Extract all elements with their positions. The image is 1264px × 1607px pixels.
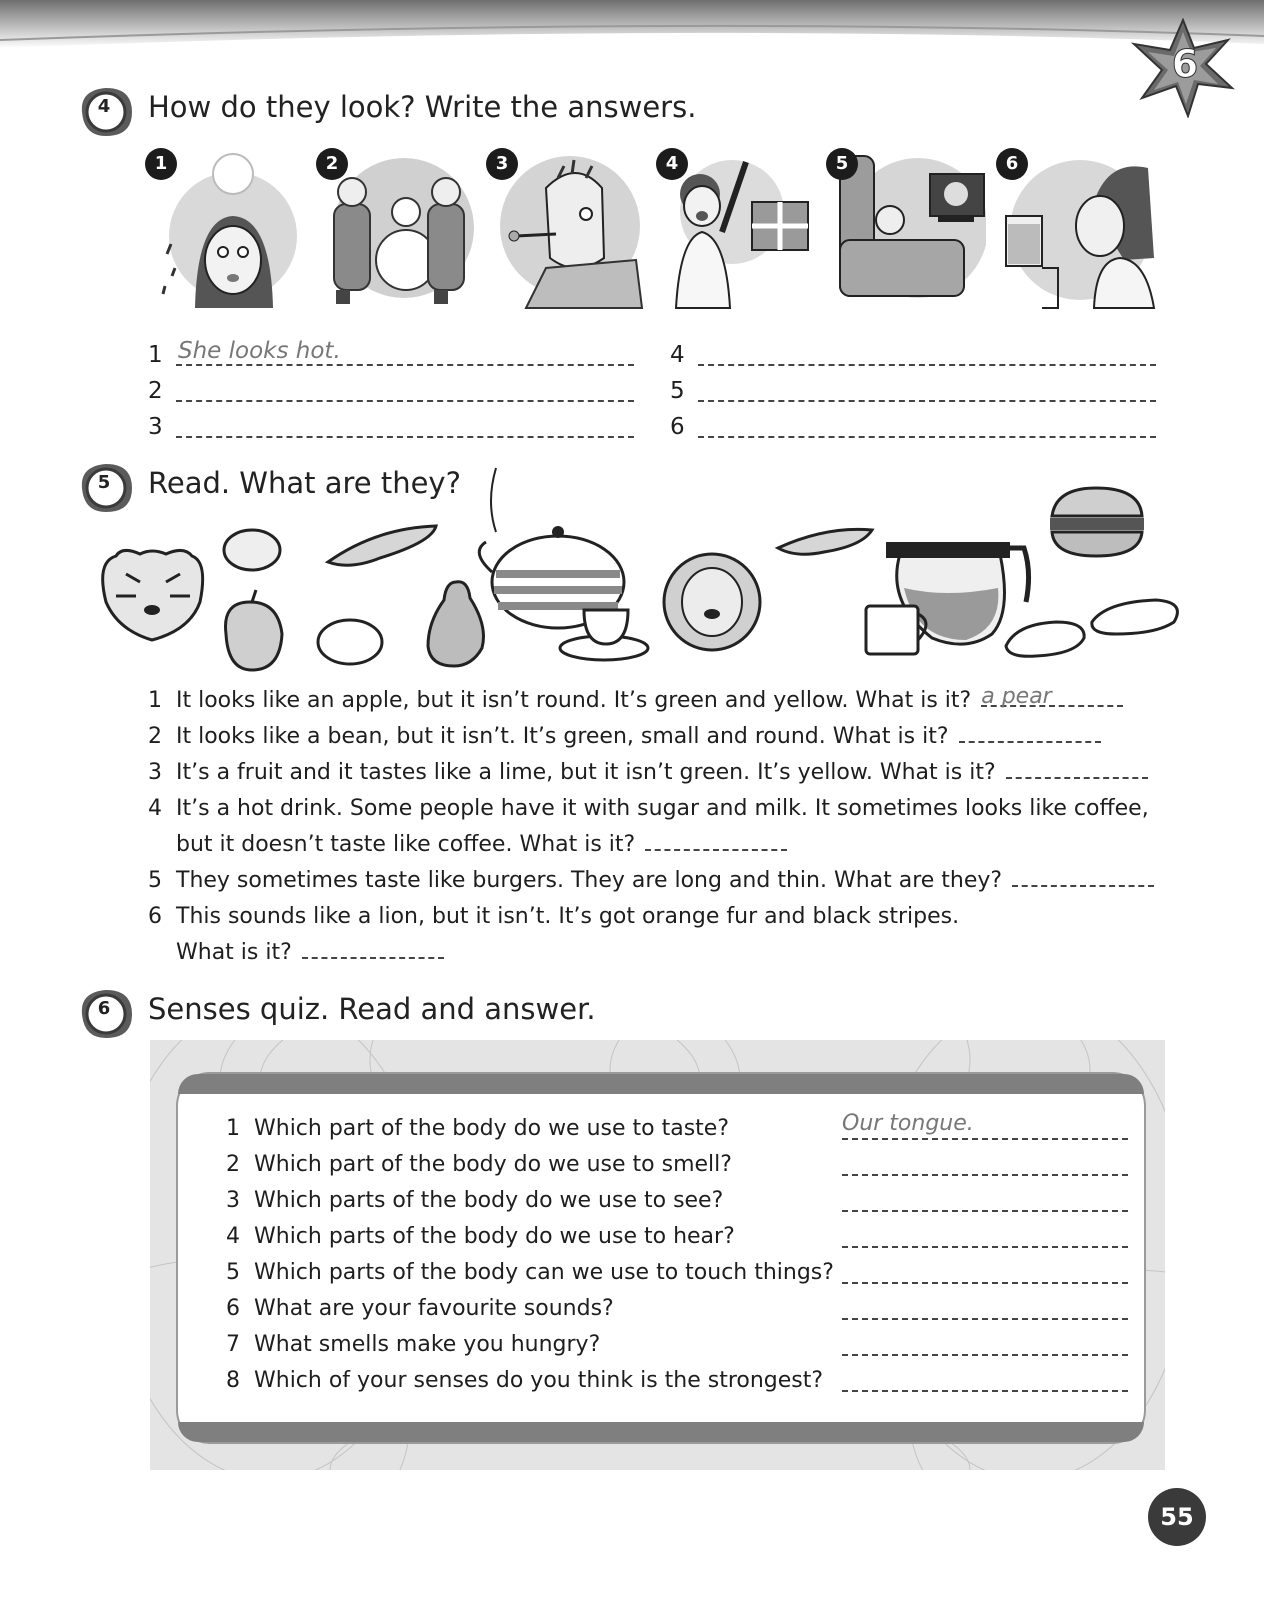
apple-icon bbox=[226, 590, 283, 670]
picture-1 bbox=[145, 148, 305, 313]
lemon-icon bbox=[224, 530, 280, 570]
question-text: Which parts of the body can we use to touch things? bbox=[254, 1260, 834, 1285]
picture-5 bbox=[826, 148, 986, 313]
ex4-answer-line-1[interactable] bbox=[148, 338, 634, 372]
ex4-answer-number: 3 bbox=[148, 414, 163, 440]
question-text: It’s a hot drink. Some people have it with sugar and milk. It sometimes looks like coffee, bbox=[176, 796, 1149, 821]
quiz-answer-2[interactable] bbox=[842, 1150, 1128, 1176]
question-number: 5 bbox=[148, 868, 162, 893]
exercise-6-badge bbox=[76, 984, 136, 1044]
quiz-answer-8[interactable] bbox=[842, 1366, 1128, 1392]
question-text-continued: but it doesn’t taste like coffee. What is it? bbox=[176, 832, 636, 857]
exercise-5-title: Read. What are they? bbox=[148, 466, 461, 500]
exercise-4-number: 4 bbox=[97, 96, 111, 117]
lime-icon bbox=[318, 620, 382, 664]
quiz-question-8 bbox=[226, 1368, 823, 1393]
answer-blank[interactable] bbox=[1012, 869, 1154, 887]
quiz-question-1 bbox=[226, 1116, 729, 1141]
question-text: Which part of the body do we use to taste? bbox=[254, 1116, 730, 1141]
question-number: 6 bbox=[226, 1296, 240, 1321]
dashed-line bbox=[176, 364, 634, 366]
dashed-line bbox=[698, 400, 1156, 402]
question-number: 4 bbox=[148, 796, 162, 821]
tiger-icon bbox=[103, 550, 203, 640]
unit-number: 6 bbox=[1171, 42, 1199, 86]
teapot-icon bbox=[479, 468, 624, 628]
food-animal-pictures bbox=[96, 462, 1186, 674]
question-text: They sometimes taste like burgers. They are long and thin. What are they? bbox=[176, 868, 1003, 893]
question-number: 3 bbox=[226, 1188, 240, 1213]
picture-3-number: 3 bbox=[486, 148, 518, 180]
ex5-question-5 bbox=[148, 868, 1154, 893]
bean-icon bbox=[328, 526, 436, 565]
quiz-question-7 bbox=[226, 1332, 600, 1357]
question-text: It looks like an apple, but it isn’t round. It’s green and yellow. What is it? bbox=[176, 688, 972, 713]
answer-blank[interactable] bbox=[302, 941, 444, 959]
quiz-card-bottom-band bbox=[178, 1422, 1144, 1442]
question-text: This sounds like a lion, but it isn’t. It’s got orange fur and black stripes. bbox=[176, 904, 960, 929]
picture-6 bbox=[996, 148, 1156, 313]
answer-blank[interactable] bbox=[981, 684, 1123, 709]
picture-6-number: 6 bbox=[996, 148, 1028, 180]
ex4-answer-number: 4 bbox=[670, 342, 685, 368]
exercise-4-title: How do they look? Write the answers. bbox=[148, 90, 697, 124]
exercise-5-number: 5 bbox=[97, 472, 111, 493]
quiz-question-5 bbox=[226, 1260, 834, 1285]
quiz-answer-5[interactable] bbox=[842, 1258, 1128, 1284]
exercise-6-title: Senses quiz. Read and answer. bbox=[148, 992, 596, 1026]
ex5-question-6-continued bbox=[148, 940, 444, 965]
burger-icon bbox=[1050, 488, 1144, 556]
question-number: 8 bbox=[226, 1368, 240, 1393]
picture-2 bbox=[316, 148, 476, 313]
picture-2-number: 2 bbox=[316, 148, 348, 180]
ex5-question-3 bbox=[148, 760, 1148, 785]
mug-icon bbox=[866, 606, 926, 654]
dashed-line bbox=[698, 436, 1156, 438]
answer-blank[interactable] bbox=[645, 833, 787, 851]
ex5-question-1 bbox=[148, 684, 1123, 713]
question-number: 7 bbox=[226, 1332, 240, 1357]
ex4-answer-line-2[interactable] bbox=[148, 378, 634, 408]
ex4-answer-line-6[interactable] bbox=[670, 414, 1156, 444]
ex4-answer-number: 6 bbox=[670, 414, 685, 440]
picture-4-number: 4 bbox=[656, 148, 688, 180]
picture-5-number: 5 bbox=[826, 148, 858, 180]
quiz-question-2 bbox=[226, 1152, 732, 1177]
ex4-answer-line-5[interactable] bbox=[670, 378, 1156, 408]
question-number: 2 bbox=[226, 1152, 240, 1177]
ex4-answer-line-3[interactable] bbox=[148, 414, 634, 444]
quiz-answer-1[interactable] bbox=[842, 1111, 1128, 1140]
ex4-answer-line-4[interactable] bbox=[670, 342, 1156, 372]
quiz-card-top-band bbox=[178, 1074, 1144, 1094]
quiz-question-4 bbox=[226, 1224, 735, 1249]
dashed-line bbox=[176, 436, 634, 438]
question-number: 6 bbox=[148, 904, 162, 929]
answer-text: a pear bbox=[981, 684, 1052, 709]
lion-icon bbox=[664, 554, 760, 650]
ex4-answer-number: 2 bbox=[148, 378, 163, 404]
quiz-answer-3[interactable] bbox=[842, 1186, 1128, 1212]
ex4-answer-number: 1 bbox=[148, 342, 163, 368]
ex5-question-6 bbox=[148, 904, 959, 929]
question-text: Which part of the body do we use to smell? bbox=[254, 1152, 732, 1177]
quiz-answer-6[interactable] bbox=[842, 1294, 1128, 1320]
question-text: Which parts of the body do we use to hear? bbox=[254, 1224, 735, 1249]
answer-text: Our tongue. bbox=[842, 1111, 974, 1136]
question-text: Which parts of the body do we use to see? bbox=[254, 1188, 724, 1213]
exercise-4-badge bbox=[76, 82, 136, 142]
question-text: What are your favourite sounds? bbox=[254, 1296, 614, 1321]
page-number: 55 bbox=[1148, 1488, 1206, 1546]
quiz-card bbox=[176, 1072, 1146, 1444]
answer-blank[interactable] bbox=[1006, 761, 1148, 779]
picture-3 bbox=[486, 148, 646, 313]
answer-blank[interactable] bbox=[959, 725, 1101, 743]
quiz-answer-7[interactable] bbox=[842, 1330, 1128, 1356]
question-text: Which of your senses do you think is the strongest? bbox=[254, 1368, 824, 1393]
question-number: 2 bbox=[148, 724, 162, 749]
question-number: 1 bbox=[226, 1116, 240, 1141]
ex5-question-4 bbox=[148, 796, 1149, 821]
sausages-icon bbox=[1006, 600, 1177, 656]
exercise-6-number: 6 bbox=[97, 998, 111, 1019]
question-text: It’s a fruit and it tastes like a lime, but it isn’t green. It’s yellow. What is it? bbox=[176, 760, 996, 785]
question-text-continued: What is it? bbox=[176, 940, 292, 965]
question-text: It looks like a bean, but it isn’t. It’s green, small and round. What is it? bbox=[176, 724, 949, 749]
question-number: 1 bbox=[148, 688, 162, 713]
ex4-answer-text: She looks hot. bbox=[178, 338, 341, 364]
question-number: 5 bbox=[226, 1260, 240, 1285]
dashed-line bbox=[176, 400, 634, 402]
top-header-band bbox=[0, 0, 1264, 80]
quiz-question-3 bbox=[226, 1188, 723, 1213]
peas-icon bbox=[778, 529, 872, 554]
pear-icon bbox=[428, 582, 484, 666]
ex4-answer-number: 5 bbox=[670, 378, 685, 404]
quiz-panel bbox=[150, 1040, 1165, 1470]
ex5-question-4-continued bbox=[148, 832, 787, 857]
picture-4 bbox=[656, 148, 816, 313]
quiz-answer-4[interactable] bbox=[842, 1222, 1128, 1248]
dashed-line bbox=[698, 364, 1156, 366]
picture-1-number: 1 bbox=[145, 148, 177, 180]
question-number: 4 bbox=[226, 1224, 240, 1249]
question-text: What smells make you hungry? bbox=[254, 1332, 601, 1357]
quiz-question-6 bbox=[226, 1296, 614, 1321]
ex5-question-2 bbox=[148, 724, 1101, 749]
question-number: 3 bbox=[148, 760, 162, 785]
